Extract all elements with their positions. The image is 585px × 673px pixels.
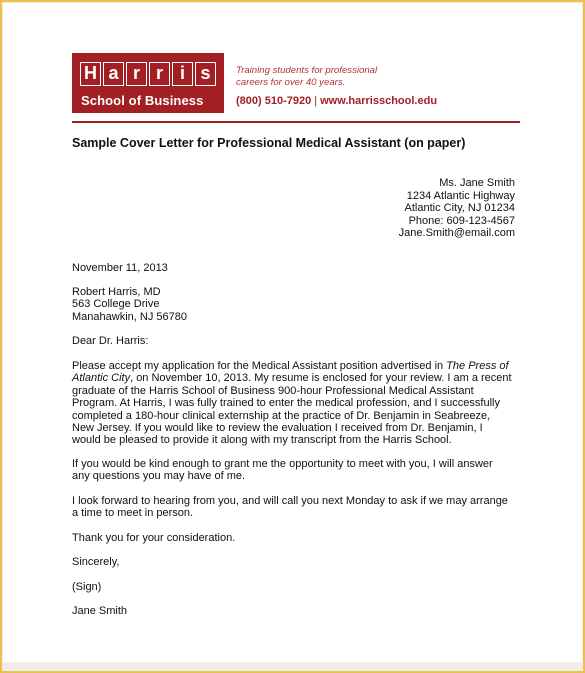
contact-separator: |: [314, 95, 318, 107]
letter-page: [3, 3, 582, 662]
logo-tile: a: [103, 62, 124, 86]
harris-logo: [72, 53, 224, 113]
sender-name: Ms. Jane Smith: [439, 177, 515, 189]
sender-address: [399, 177, 515, 240]
sender-street: 1234 Atlantic Highway: [406, 189, 515, 202]
header-divider: [72, 121, 520, 123]
recipient-name: Robert Harris, MD: [72, 286, 161, 298]
paragraph-1-intro: Please accept my application for the Medical Assistant position advertised in: [72, 360, 447, 372]
recipient-street: 563 College Drive: [72, 298, 160, 311]
logo-tile: s: [195, 62, 216, 86]
paragraph-2: If you would be kind enough to grant me the opportunity to meet with you, I will answer any questions you may have of me.: [72, 458, 493, 483]
sender-email: Jane.Smith@email.com: [398, 227, 515, 239]
signature-name: Jane Smith: [72, 605, 128, 617]
newspaper-name: The Press of Atlantic City: [72, 360, 509, 385]
paragraph-1: [72, 360, 512, 447]
signature-placeholder: (Sign): [72, 581, 102, 593]
recipient-city: Manahawkin, NJ 56780: [72, 310, 187, 323]
logo-letter-tiles: [80, 62, 216, 86]
closing: Sincerely,: [72, 556, 120, 568]
logo-tile: i: [172, 62, 193, 86]
contact-line: [236, 95, 437, 107]
paragraph-1-rest: , on November 10, 2013. My resume is enclosed for your review. I am a recent graduate of the Harris School of Business 900-hour Professional Medical Assistant Program. At Harris, I was fully trained to enter the medical profession, and I successfully completed a 180-hour clinical externship at the practice of Dr. Benjamin in Seabreeze, New Jersey. If you would like to review the evaluation I received from Dr. Benjamin, I would be pleased to provide it along with my transcript from the Harris School.: [72, 372, 512, 447]
logo-tile: r: [126, 62, 147, 86]
phone-number: (800) 510-7920: [236, 95, 312, 107]
salutation: Dear Dr. Harris:: [72, 335, 149, 347]
logo-subtitle: School of Business: [81, 93, 204, 108]
letter-date: November 11, 2013: [72, 262, 168, 274]
paragraph-3: I look forward to hearing from you, and will call you next Monday to ask if we may arrange a time to meet in person.: [72, 495, 508, 520]
tagline: Training students for professional careers for over 40 years.: [236, 65, 378, 88]
sender-city: Atlantic City, NJ 01234: [404, 202, 515, 214]
recipient-address: [72, 286, 187, 323]
letter-title: Sample Cover Letter for Professional Medical Assistant (on paper): [72, 136, 466, 150]
sender-phone: Phone: 609-123-4567: [408, 214, 515, 227]
website-link[interactable]: www.harrisschool.edu: [320, 95, 438, 107]
paragraph-4: Thank you for your consideration.: [72, 532, 236, 544]
logo-tile: H: [80, 62, 101, 86]
logo-tile: r: [149, 62, 170, 86]
